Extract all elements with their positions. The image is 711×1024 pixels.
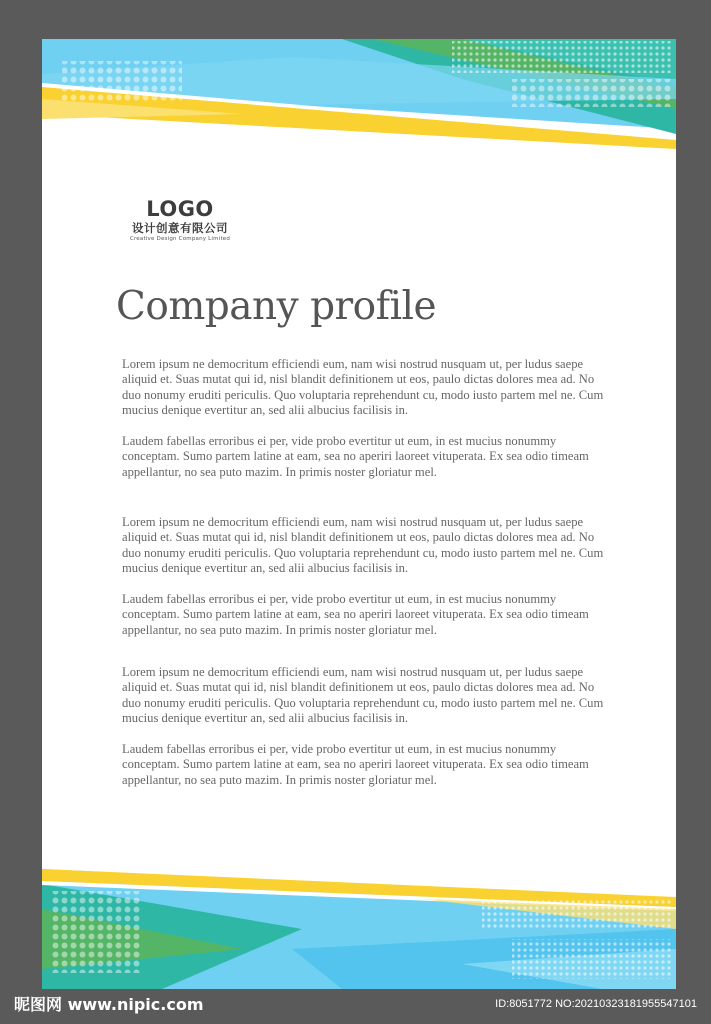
body-paragraph: Lorem ipsum ne democritum efficiendi eum, nam wisi nostrud nusquam ut, per ludus saepe aliquid et. Suas mutat qui id, nisl blandit definitionem ut eos, paulo dictas dolores mea ad. No duo nonumy eruditi periculis. Quo voluptaria reprehendunt cu, modo iusto partem mel ne. Cum mucius denique evertitur an, sed alii albucius facilisis in. xyxy=(122,357,604,417)
logo-mark: LOGO xyxy=(146,197,214,221)
company-name-english: Creative Design Company Limited xyxy=(129,236,231,242)
body-paragraph: Laudem fabellas erroribus ei per, vide probo evertitur ut eum, in est mucius nonummy conceptam. Sumo partem latine at eam, sea no aperiri laoreet vituperata. Ex sea odio timeam appellantur, no sea puto mazim. In primis noster gloriatur mel. xyxy=(122,742,589,787)
body-paragraph: Laudem fabellas erroribus ei per, vide probo evertitur ut eum, in est mucius nonummy conceptam. Sumo partem latine at eam, sea no aperiri laoreet vituperata. Ex sea odio timeam appellantur, no sea puto mazim. In primis noster gloriatur mel. xyxy=(122,434,589,479)
bottom-decoration-banner xyxy=(42,869,676,989)
top-decoration-banner xyxy=(42,39,676,159)
watermark-site: 昵图网 www.nipic.com xyxy=(14,995,204,1014)
page-title: Company profile xyxy=(116,284,437,329)
company-name-chinese: 设计创意有限公司 xyxy=(132,221,228,235)
letterhead-page xyxy=(42,39,676,989)
watermark-id: ID:8051772 NO:20210323181955547101 xyxy=(495,998,697,1010)
body-paragraph: Lorem ipsum ne democritum efficiendi eum, nam wisi nostrud nusquam ut, per ludus saepe aliquid et. Suas mutat qui id, nisl blandit definitionem ut eos, paulo dictas dolores mea ad. No duo nonumy eruditi periculis. Quo voluptaria reprehendunt cu, modo iusto partem mel ne. Cum mucius denique evertitur an, sed alii albucius facilisis in. xyxy=(122,515,604,575)
body-paragraph: Lorem ipsum ne democritum efficiendi eum, nam wisi nostrud nusquam ut, per ludus saepe aliquid et. Suas mutat qui id, nisl blandit definitionem ut eos, paulo dictas dolores mea ad. No duo nonumy eruditi periculis. Quo voluptaria reprehendunt cu, modo iusto partem mel ne. Cum mucius denique evertitur an, sed alii albucius facilisis in. xyxy=(122,665,604,725)
company-logo xyxy=(118,197,242,243)
body-paragraph: Laudem fabellas erroribus ei per, vide probo evertitur ut eum, in est mucius nonummy conceptam. Sumo partem latine at eam, sea no aperiri laoreet vituperata. Ex sea odio timeam appellantur, no sea puto mazim. In primis noster gloriatur mel. xyxy=(122,592,589,637)
